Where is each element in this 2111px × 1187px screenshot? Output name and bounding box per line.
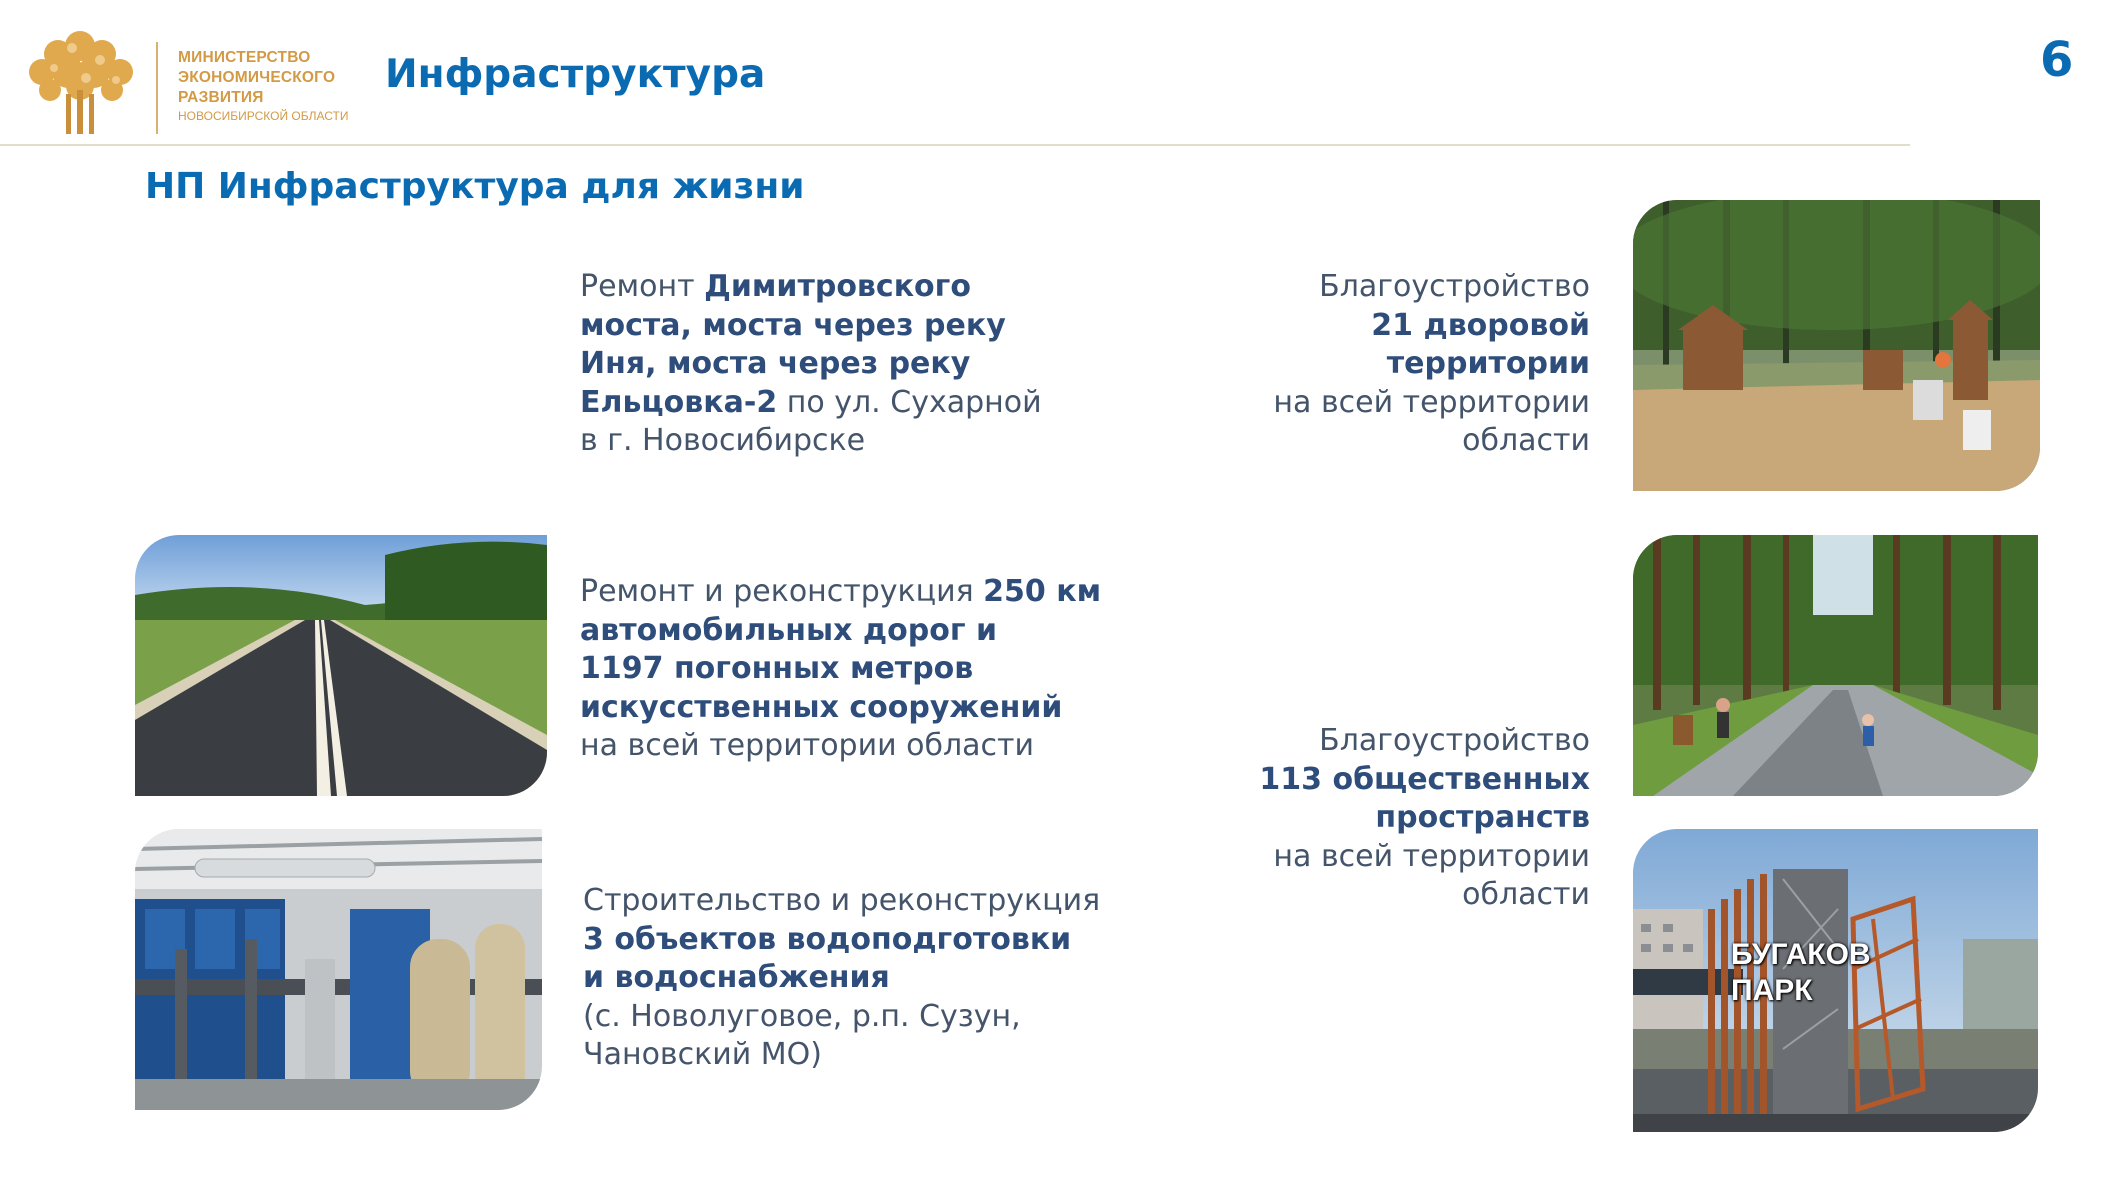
logo-divider (156, 42, 158, 134)
yards-improvement-text (1180, 268, 1590, 461)
text-line: пространств (1375, 800, 1590, 835)
text-line: области (1462, 423, 1590, 458)
text-line: 3 объектов водоподготовки (583, 921, 1072, 957)
logo-subline: НОВОСИБИРСКОЙ ОБЛАСТИ (178, 109, 349, 123)
ministry-logo-text (178, 48, 368, 124)
logo-line: ЭКОНОМИЧЕСКОГО (178, 69, 336, 86)
bugakov-park-photo (1633, 829, 2038, 1132)
text-line: (с. Новолуговое, р.п. Сузун, (583, 998, 1021, 1034)
logo-line: МИНИСТЕРСТВО (178, 49, 311, 66)
road-photo (135, 535, 547, 796)
text-line: Ельцовка-2 по ул. Сухарной (580, 384, 1042, 420)
logo-line: РАЗВИТИЯ (178, 89, 264, 106)
ministry-logo-tree-icon (20, 24, 146, 136)
water-supply-text (583, 882, 1100, 1075)
park-alley-photo (1633, 535, 2038, 796)
public-spaces-improvement-text (1180, 722, 1590, 915)
section-title: НП Инфраструктура для жизни (145, 166, 805, 207)
text-line: автомобильных дорог и (580, 612, 997, 648)
bridges-repair-text (580, 268, 1042, 461)
text-line: в г. Новосибирске (580, 423, 866, 458)
text-line: Строительство и реконструкция (583, 883, 1101, 918)
header-divider (0, 144, 1910, 146)
bugakov-park-sign: БУГАКОВ ПАРК (1731, 938, 1871, 1007)
text-line: искусственных сооружений (580, 689, 1063, 725)
text-line: Иня, моста через реку (580, 346, 971, 381)
text-line: 1197 погонных метров (580, 651, 974, 686)
page-title: Инфраструктура (385, 52, 766, 97)
text-line: моста, моста через реку (580, 307, 1006, 343)
text-line: Ремонт и реконструкция 250 км (580, 574, 1102, 609)
text-line: на всей территории (1273, 384, 1590, 420)
text-line: 113 общественных (1259, 761, 1590, 797)
text-line: Чановский МО) (583, 1037, 822, 1072)
text-line: Благоустройство (1319, 723, 1590, 758)
playground-photo (1633, 200, 2040, 491)
text-line: области (1462, 877, 1590, 912)
text-line: Благоустройство (1319, 269, 1590, 304)
text-line: Ремонт Димитровского (580, 269, 971, 304)
roads-repair-text (580, 573, 1101, 766)
text-line: территории (1386, 346, 1590, 381)
page-number: 6 (2040, 32, 2074, 88)
text-line: 21 дворовой (1371, 307, 1590, 343)
water-treatment-photo (135, 829, 542, 1110)
text-line: на всей территории (1273, 838, 1590, 874)
text-line: и водоснабжения (583, 960, 890, 995)
text-line: на всей территории области (580, 728, 1034, 763)
